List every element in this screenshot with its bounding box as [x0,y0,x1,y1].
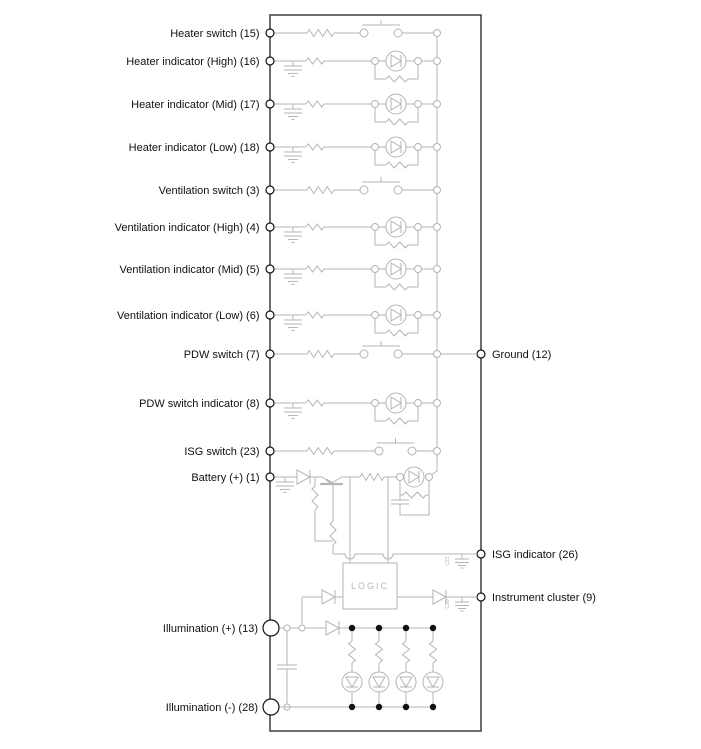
bottom-pin-illumination-13 [163,620,279,636]
led-symbol [423,672,443,692]
capacitor-ground-symbol [284,315,302,331]
resistor-symbol [306,266,324,272]
push-switch-symbol [377,438,414,443]
push-switch-symbol [394,29,402,37]
resistor-symbol [307,30,334,37]
junction-dot [349,625,355,631]
pin-label: Ventilation switch (3) [158,185,260,197]
wire [408,273,418,288]
row-ventilation-indicator-high-4 [115,217,441,248]
wire [408,319,418,334]
right-pin-isg-indicator-26 [477,549,578,561]
right-pin-instrument-cluster-9 [477,592,596,604]
terminal [266,311,274,319]
row-heater-indicator-mid-17 [131,94,440,125]
led-symbol [386,94,406,114]
junction-dot [430,704,436,710]
terminal [266,57,274,65]
logic-block-label: LOGIC [350,581,390,591]
wire [375,273,386,288]
transistor-symbol [327,480,332,483]
capacitor-ground-symbol [284,227,302,243]
junction [415,58,422,65]
push-switch-symbol [394,186,402,194]
junction [372,101,379,108]
junction [434,351,441,358]
capacitor-ref-label: C21 [445,556,451,566]
led-symbol [386,305,406,325]
capacitor-ground-symbol [284,403,302,419]
led-symbol [346,677,358,687]
row-pdw-switch-indicator-8 [139,393,440,424]
led-symbol [386,137,406,157]
junction [415,400,422,407]
terminal [266,143,274,151]
junction-dot [430,625,436,631]
push-switch-symbol [362,20,400,25]
pin-label: PDW switch indicator (8) [139,398,260,410]
resistor-symbol [312,486,318,510]
junction [434,30,441,37]
junction-dot [376,625,382,631]
terminal [266,350,274,358]
junction [284,625,290,631]
resistor-symbol [306,58,324,64]
junction [372,224,379,231]
led-symbol [386,51,406,71]
pin-label: Heater switch (15) [170,28,260,40]
capacitor-ref-label: C20 [445,599,451,609]
junction [434,101,441,108]
resistor-symbol [306,400,324,406]
junction-dot [403,625,409,631]
junction [299,625,305,631]
terminal [477,350,485,358]
terminal [263,620,279,636]
row-heater-switch-15 [170,20,440,40]
diode-symbol [297,470,310,484]
resistor-symbol [306,101,324,107]
led-symbol [391,221,401,233]
terminal [266,399,274,407]
push-switch-symbol [362,177,400,182]
pin-label: ISG indicator (26) [492,549,579,561]
resistor-symbol [306,224,324,230]
junction [434,448,441,455]
junction [426,474,433,481]
wire [375,231,386,246]
wire [350,477,388,563]
terminal [477,593,485,601]
junction [434,312,441,319]
capacitor-ground-symbol [284,104,302,120]
junction [434,400,441,407]
junction [372,400,379,407]
junction [415,266,422,273]
push-switch-symbol [360,186,368,194]
push-switch-symbol [360,350,368,358]
junction [415,101,422,108]
led-symbol [386,217,406,237]
push-switch-symbol [394,350,402,358]
pin-label: Ventilation indicator (Low) (6) [117,310,260,322]
junction [372,312,379,319]
pin-label: Instrument cluster (9) [492,592,596,604]
terminal [266,223,274,231]
illumination-net [277,621,443,710]
led-symbol [391,397,401,409]
row-ventilation-switch-3 [159,177,441,197]
pin-label: ISG switch (23) [184,446,260,458]
pin-label: Illumination (-) (28) [165,702,258,714]
junction [372,144,379,151]
resistor-symbol [360,474,384,481]
push-switch-symbol [408,447,416,455]
terminal [477,550,485,558]
resistor-symbol [403,641,410,663]
capacitor-ground-symbol [455,597,469,611]
led-symbol [391,263,401,275]
diode-symbol [326,621,339,635]
junction [415,312,422,319]
resistor-symbol [386,284,408,290]
resistor-symbol [307,351,334,358]
resistor-symbol [403,492,426,498]
terminal [266,473,274,481]
led-symbol [342,672,362,692]
wire [408,407,418,422]
terminal [266,447,274,455]
resistor-symbol [386,418,408,424]
junction [434,58,441,65]
led-symbol [386,393,406,413]
wire [375,65,386,80]
pin-label: Heater indicator (Mid) (17) [131,99,260,111]
capacitor-ground-symbol [276,477,294,493]
led-symbol [391,55,401,67]
bus-wire [431,33,438,476]
wire [333,554,477,559]
led-symbol [391,141,401,153]
row-ventilation-indicator-mid-5 [119,259,440,290]
push-switch-symbol [375,447,383,455]
resistor-symbol [386,242,408,248]
push-switch-symbol [362,341,400,346]
led-symbol [409,471,419,483]
resistor-symbol [430,641,437,663]
pin-label: Battery (+) (1) [191,472,260,484]
junction [434,224,441,231]
row-battery-1 [191,467,432,563]
wire [408,65,418,80]
led-symbol [400,677,412,687]
led-symbol [391,309,401,321]
led-symbol [386,259,406,279]
resistor-symbol [306,144,324,150]
terminal [266,100,274,108]
junction-dot [376,704,382,710]
led-symbol [391,98,401,110]
junction [434,187,441,194]
wire [408,151,418,166]
junction [397,474,404,481]
junction [434,144,441,151]
row-ventilation-indicator-low-6 [117,305,440,336]
junction [415,144,422,151]
resistor-symbol [386,330,408,336]
led-symbol [369,672,389,692]
capacitor-ground-symbol [455,554,469,568]
resistor-symbol [307,187,334,194]
led-symbol [373,677,385,687]
row-pdw-switch-7 [184,341,441,361]
led-symbol [396,672,416,692]
capacitor-ground-symbol [284,147,302,163]
wire [408,108,418,123]
junction-dot [403,704,409,710]
pin-label: Ventilation indicator (Mid) (5) [119,264,260,276]
wire [375,108,386,123]
resistor-symbol [307,448,334,455]
wire [375,319,386,334]
row-heater-indicator-high-16 [126,51,440,82]
resistor-symbol [376,641,383,663]
led-symbol [427,677,439,687]
resistor-symbol [349,641,356,663]
pin-label: Ventilation indicator (High) (4) [114,222,260,234]
push-switch-symbol [360,29,368,37]
junction [372,266,379,273]
resistor-symbol [386,76,408,82]
terminal [266,186,274,194]
wire [408,231,418,246]
resistor-symbol [306,312,324,318]
junction [434,266,441,273]
junction-dot [349,704,355,710]
pin-label: Ground (12) [492,349,552,361]
led-symbol [404,467,424,487]
pin-label: Illumination (+) (13) [162,623,258,635]
junction [372,58,379,65]
terminal [266,29,274,37]
right-pin-ground-12 [477,349,551,361]
capacitor-ground-symbol [284,269,302,285]
wire [375,407,386,422]
diode-symbol [322,590,335,604]
resistor-symbol [386,162,408,168]
resistor-symbol [386,119,408,125]
terminal [266,265,274,273]
row-isg-switch-23 [184,438,440,458]
pin-label: Heater indicator (Low) (18) [128,142,260,154]
row-heater-indicator-low-18 [129,137,441,168]
bottom-pin-illumination-28 [166,699,279,715]
terminal [263,699,279,715]
pin-label: PDW switch (7) [183,349,260,361]
junction [415,224,422,231]
wire [375,151,386,166]
capacitor-symbol [277,631,297,704]
capacitor-ground-symbol [284,61,302,77]
pin-label: Heater indicator (High) (16) [126,56,260,68]
